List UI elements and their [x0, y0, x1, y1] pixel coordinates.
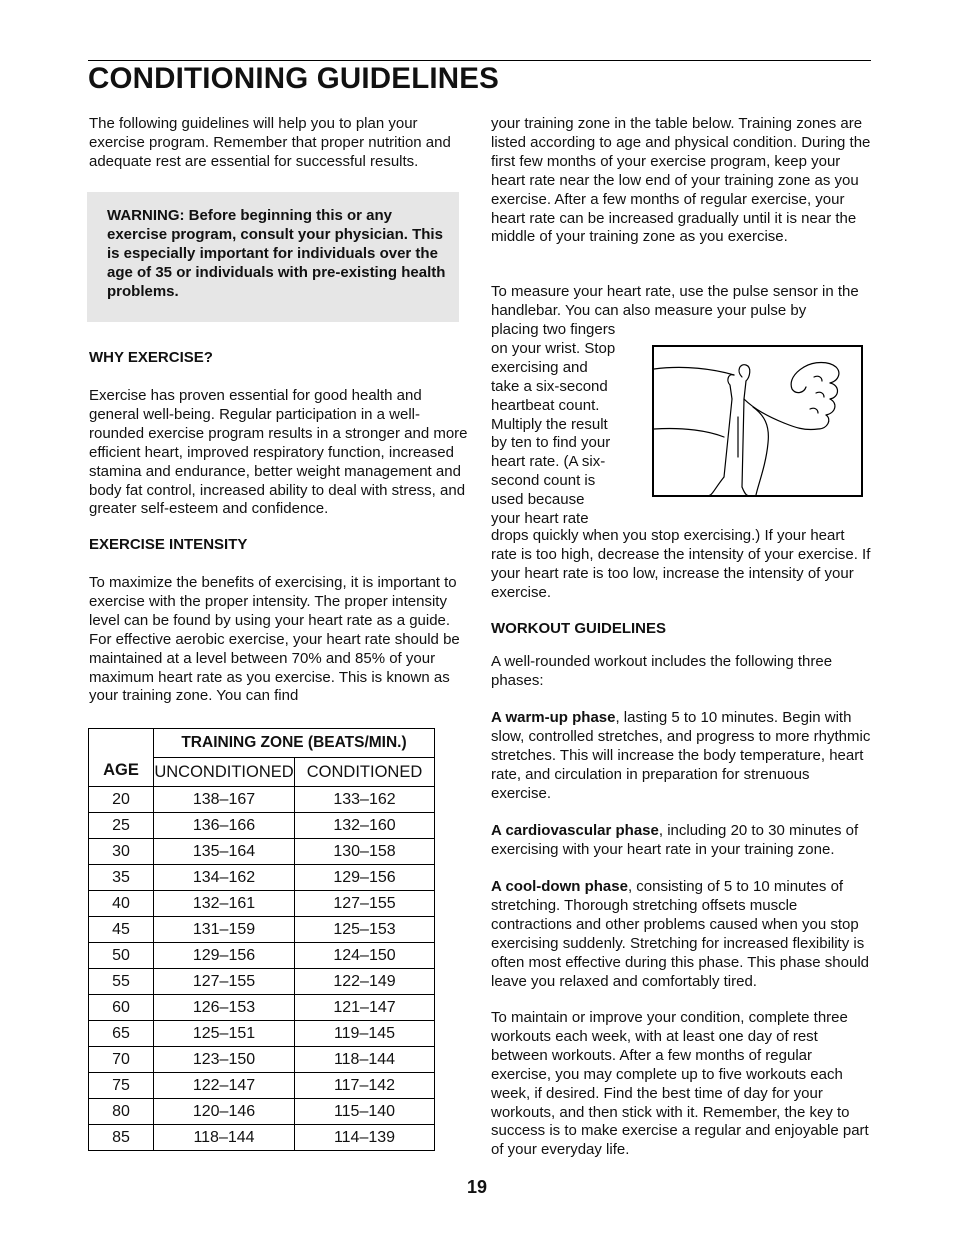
heart-rate-paragraph-end: drops quickly when you stop exercising.) If your heart rate is too high, decrease the intensity of your exercise. If your heart rate is too low, increase the intensity of your exercise.	[491, 527, 871, 601]
table-row	[89, 813, 435, 839]
table-row	[89, 839, 435, 865]
table-row	[89, 1125, 435, 1151]
conditioned-cell: 114–139	[295, 1125, 435, 1151]
unconditioned-cell: 127–155	[154, 969, 295, 995]
workout-guidelines-heading: WORKOUT GUIDELINES	[491, 620, 666, 637]
cardio-text: , including 20 to 30 minutes of exercising with your heart rate in your training zone.	[491, 822, 859, 858]
conditioned-cell: 127–155	[295, 891, 435, 917]
cardio-label: A cardiovascular phase	[491, 822, 659, 839]
age-cell: 65	[89, 1021, 154, 1047]
table-row	[89, 787, 435, 813]
conditioned-cell: 133–162	[295, 787, 435, 813]
pulse-check-illustration	[652, 345, 863, 497]
conditioned-cell: 117–142	[295, 1073, 435, 1099]
conditioned-cell: 129–156	[295, 865, 435, 891]
page-number: 19	[466, 1177, 488, 1197]
conditioned-cell: 118–144	[295, 1047, 435, 1073]
table-row	[89, 917, 435, 943]
conditioned-cell: 122–149	[295, 969, 435, 995]
cooldown-label: A cool-down phase	[491, 878, 628, 895]
age-cell: 30	[89, 839, 154, 865]
table-row	[89, 1099, 435, 1125]
unconditioned-cell: 129–156	[154, 943, 295, 969]
heart-rate-paragraph-start: To measure your heart rate, use the pulse sensor in the handlebar. You can also measure your pulse by	[491, 283, 859, 319]
age-cell: 85	[89, 1125, 154, 1151]
hand-on-wrist-drawing	[654, 347, 861, 495]
age-cell: 45	[89, 917, 154, 943]
table-row	[89, 1073, 435, 1099]
conditioned-cell: 119–145	[295, 1021, 435, 1047]
conditioned-header: CONDITIONED	[295, 758, 435, 787]
age-cell: 25	[89, 813, 154, 839]
age-cell: 35	[89, 865, 154, 891]
warmup-paragraph	[491, 709, 873, 804]
heart-rate-paragraph-wrap: placing two fingers on your wrist. Stop exercising and take a six-second heartbeat count. Multiply the result by ten to find your heart rate. (A six- second count is used because your heart rate	[491, 321, 616, 528]
age-cell: 80	[89, 1099, 154, 1125]
warmup-text: , lasting 5 to 10 minutes. Begin with slow, controlled stretches, and progress to more rhythmic stretches. This will increase the body temperature, heart rate, and circulation in preparation for strenuous exercise.	[491, 709, 871, 802]
unconditioned-cell: 135–164	[154, 839, 295, 865]
unconditioned-cell: 125–151	[154, 1021, 295, 1047]
age-cell: 60	[89, 995, 154, 1021]
conditioned-cell: 115–140	[295, 1099, 435, 1125]
age-cell: 55	[89, 969, 154, 995]
table-row	[89, 969, 435, 995]
conditioned-cell: 132–160	[295, 813, 435, 839]
unconditioned-cell: 120–146	[154, 1099, 295, 1125]
cooldown-text: , consisting of 5 to 10 minutes of stretching. Thorough stretching offsets muscle contractions and other problems caused when you stop exercising suddenly. Stretching for increased flexibility is often most effective during this phase. This phase should leave you relaxed and comfortably tired.	[491, 878, 870, 990]
table-row	[89, 995, 435, 1021]
age-header: AGE	[89, 729, 154, 787]
unconditioned-header: UNCONDITIONED	[154, 758, 295, 787]
warmup-label: A warm-up phase	[491, 709, 616, 726]
why-exercise-heading: WHY EXERCISE?	[89, 349, 213, 366]
cardio-paragraph	[491, 822, 873, 860]
age-cell: 40	[89, 891, 154, 917]
conditioned-cell: 130–158	[295, 839, 435, 865]
workout-intro-paragraph: A well-rounded workout includes the following three phases:	[491, 653, 833, 689]
page-title: CONDITIONING GUIDELINES	[88, 62, 500, 95]
unconditioned-cell: 123–150	[154, 1047, 295, 1073]
age-cell: 20	[89, 787, 154, 813]
table-row	[89, 891, 435, 917]
conditioned-cell: 124–150	[295, 943, 435, 969]
unconditioned-cell: 126–153	[154, 995, 295, 1021]
training-zone-header: TRAINING ZONE (BEATS/MIN.)	[154, 729, 435, 758]
warning-text: WARNING: Before beginning this or any exercise program, consult your physician. This is especially important for individuals over the age of 35 or individuals with pre-existing health problems.	[107, 207, 446, 300]
age-cell: 50	[89, 943, 154, 969]
training-zone-table	[88, 728, 435, 1151]
maintenance-paragraph: To maintain or improve your condition, complete three workouts each week, with at least one day of rest between workouts. After a few months of regular exercise, you may complete up to five workouts each week, if desired. Find the best time of day for your workouts, and then stick with it. Remember, the key to success is to make exercise a regular and enjoyable part of your everyday life.	[491, 1009, 869, 1159]
unconditioned-cell: 138–167	[154, 787, 295, 813]
unconditioned-cell: 134–162	[154, 865, 295, 891]
unconditioned-cell: 118–144	[154, 1125, 295, 1151]
table-row	[89, 865, 435, 891]
unconditioned-cell: 132–161	[154, 891, 295, 917]
table-row	[89, 1021, 435, 1047]
conditioned-cell: 125–153	[295, 917, 435, 943]
age-cell: 70	[89, 1047, 154, 1073]
table-row	[89, 943, 435, 969]
intro-paragraph: The following guidelines will help you to plan your exercise program. Remember that proper nutrition and adequate rest are essential for successful results.	[89, 115, 451, 170]
why-exercise-paragraph: Exercise has proven essential for good health and general well-being. Regular participation in a well-rounded exercise program results in a stronger and more efficient heart, improved respiratory function, increased stamina and endurance, better weight management and body fat control, increased ability to deal with stress, and greater self-esteem and confidence.	[89, 387, 468, 518]
exercise-intensity-paragraph: To maximize the benefits of exercising, it is important to exercise with the proper intensity. The proper intensity level can be found by using your heart rate as a guide. For effective aerobic exercise, your heart rate should be maintained at a level between 70% and 85% of your maximum heart rate as you exercise. This is known as your training zone. You can find	[89, 574, 460, 705]
age-cell: 75	[89, 1073, 154, 1099]
training-zone-paragraph: your training zone in the table below. Training zones are listed according to age and physical condition. During the first few months of your exercise program, keep your heart rate near the low end of your training zone as you exercise. After a few months of regular exercise, your heart rate can be increased gradually until it is near the middle of your training zone as you exercise.	[491, 115, 871, 246]
table-row	[89, 1047, 435, 1073]
conditioned-cell: 121–147	[295, 995, 435, 1021]
unconditioned-cell: 136–166	[154, 813, 295, 839]
exercise-intensity-heading: EXERCISE INTENSITY	[89, 536, 248, 553]
cooldown-paragraph	[491, 878, 873, 991]
unconditioned-cell: 131–159	[154, 917, 295, 943]
unconditioned-cell: 122–147	[154, 1073, 295, 1099]
